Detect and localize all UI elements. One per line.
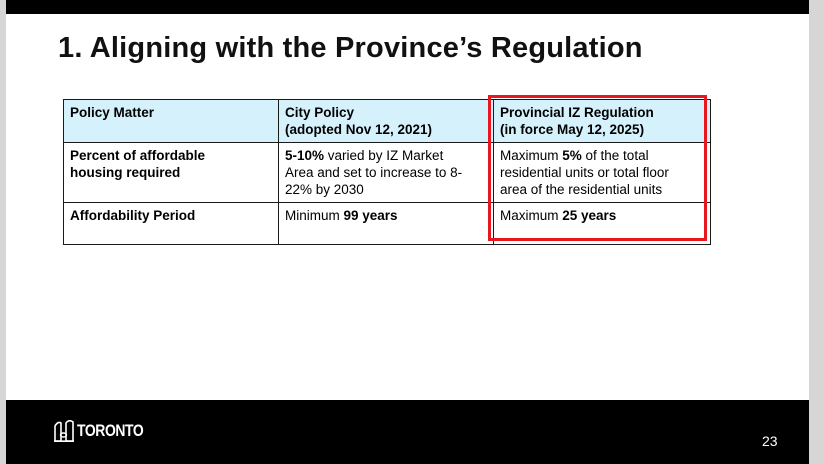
cell-text: Maximum: [500, 208, 563, 223]
cell-city-period: [279, 203, 494, 245]
slide: [6, 0, 809, 464]
header-city-policy-title: City Policy: [285, 105, 355, 120]
cell-provincial-period: [494, 203, 711, 245]
table-header-row: [64, 100, 711, 143]
footer-bar: [6, 400, 809, 464]
toronto-logo: [54, 420, 158, 442]
page-number: 23: [762, 433, 778, 449]
header-policy-matter: [64, 100, 279, 143]
city-percent-value: 5-10%: [285, 148, 325, 163]
header-provincial-regulation: [494, 100, 711, 143]
cell-text: Maximum: [500, 148, 563, 163]
cell-text: varied by IZ Market: [324, 148, 444, 163]
cell-text: Minimum: [285, 208, 344, 223]
table-row: [64, 143, 711, 203]
toronto-city-hall-icon: [54, 420, 74, 442]
cell-provincial-percent: [494, 143, 711, 203]
policy-comparison-table: [63, 99, 711, 245]
header-provincial-title: Provincial IZ Regulation: [500, 105, 654, 120]
row-label-line: housing required: [70, 165, 181, 180]
cell-text: Area and set to increase to 8-: [285, 165, 463, 180]
cell-text: of the total: [581, 148, 649, 163]
slide-title: 1. Aligning with the Province’s Regulation: [58, 32, 643, 64]
row-label-line: Affordability Period: [70, 208, 196, 223]
cell-city-percent: [279, 143, 494, 203]
row-label-affordability-period: [64, 203, 279, 245]
cell-text: area of the residential units: [500, 182, 663, 197]
cell-text: 22% by 2030: [285, 182, 364, 197]
header-city-policy-date: (adopted Nov 12, 2021): [285, 122, 433, 137]
table-row: [64, 203, 711, 245]
provincial-period-value: 25 years: [562, 208, 617, 223]
row-label-percent-affordable: [64, 143, 279, 203]
cell-text: residential units or total floor: [500, 165, 669, 180]
toronto-wordmark: TORONTO: [77, 421, 144, 440]
city-period-value: 99 years: [343, 208, 398, 223]
provincial-percent-value: 5%: [562, 148, 582, 163]
top-bar: [6, 0, 809, 14]
header-policy-matter-text: Policy Matter: [70, 105, 155, 120]
row-label-line: Percent of affordable: [70, 148, 206, 163]
header-provincial-date: (in force May 12, 2025): [500, 122, 645, 137]
header-city-policy: [279, 100, 494, 143]
